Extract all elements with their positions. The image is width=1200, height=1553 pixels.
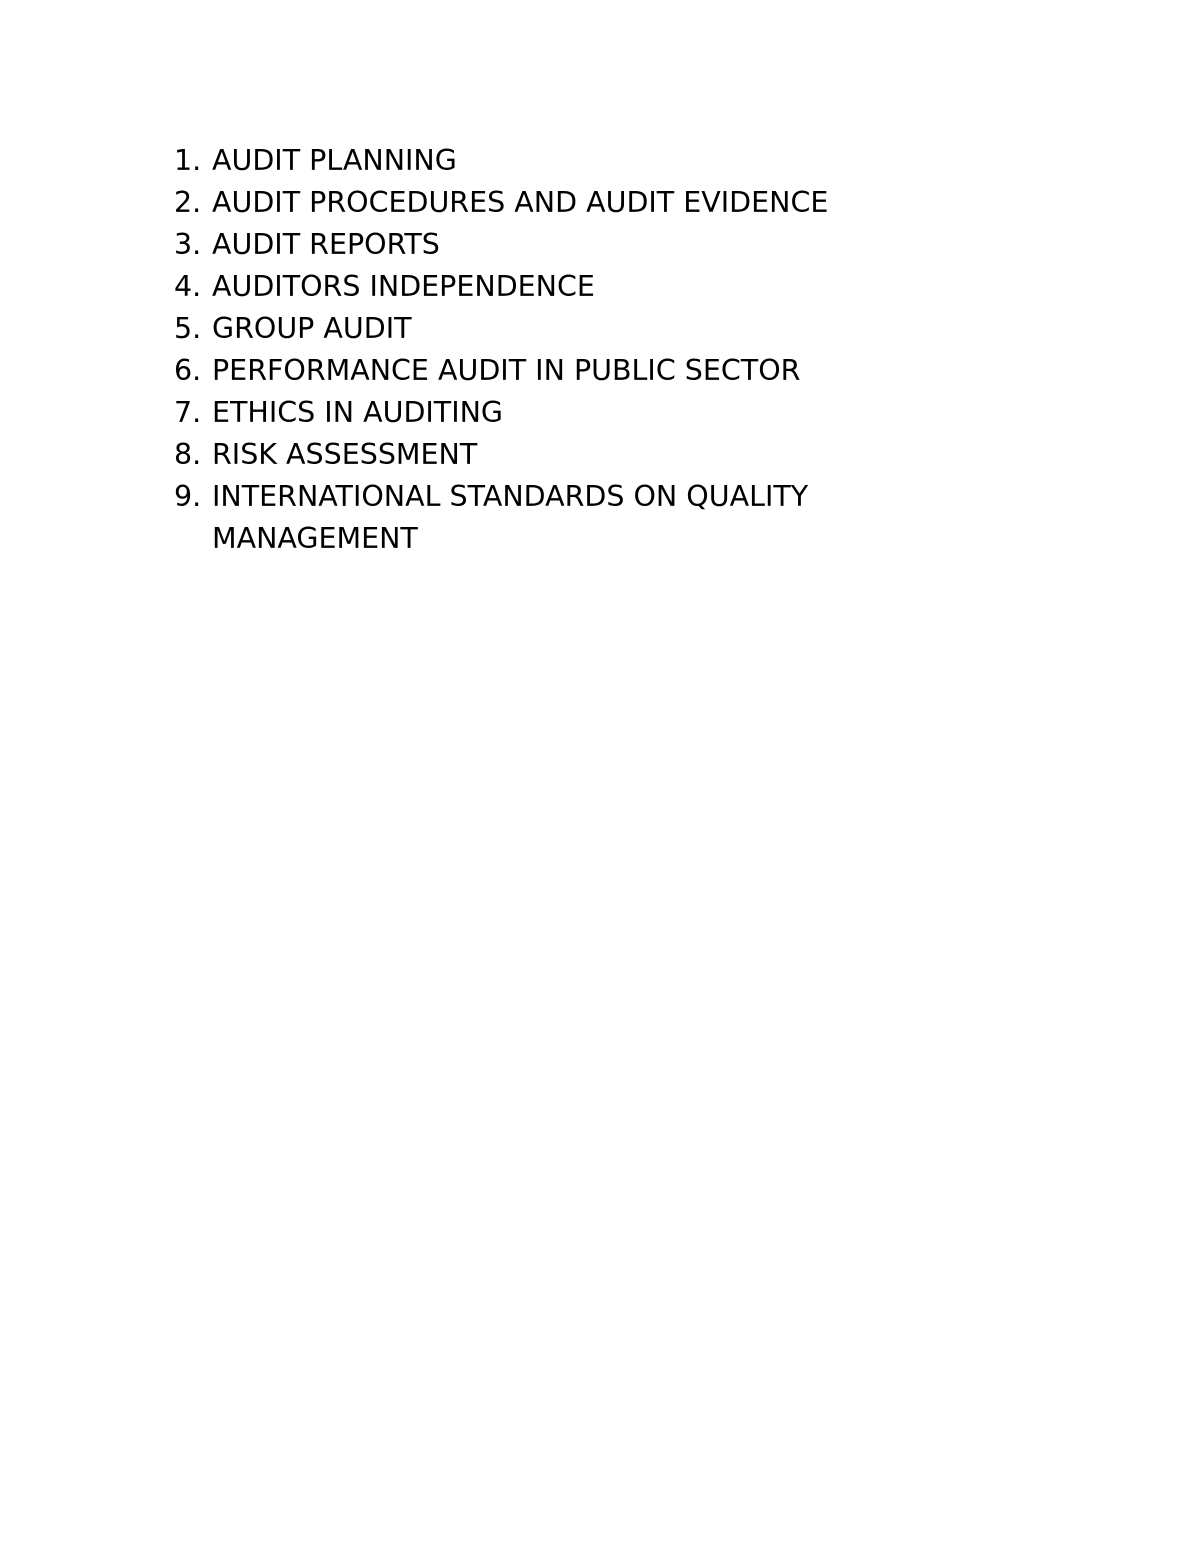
list-item-text: ETHICS IN AUDITING (212, 396, 504, 429)
list-item-text: AUDITORS INDEPENDENCE (212, 270, 595, 303)
list-item-number: 4. (174, 270, 202, 303)
list-item (174, 392, 914, 434)
list-item-text: AUDIT PLANNING (212, 144, 457, 177)
list-item-number: 5. (174, 312, 202, 345)
list-item (174, 224, 914, 266)
list-item-number: 9. (174, 480, 202, 513)
list-item (174, 140, 914, 182)
list-item-text: RISK ASSESSMENT (212, 438, 478, 471)
list-item-number: 7. (174, 396, 202, 429)
list-item (174, 476, 914, 560)
list-item (174, 350, 914, 392)
list-item (174, 182, 914, 224)
list-item-number: 8. (174, 438, 202, 471)
list-item-text: GROUP AUDIT (212, 312, 412, 345)
list-item-number: 2. (174, 186, 202, 219)
list-item-number: 3. (174, 228, 202, 261)
list-item-text: AUDIT REPORTS (212, 228, 440, 261)
list-item-number: 1. (174, 144, 202, 177)
list-item (174, 308, 914, 350)
list-item-text: PERFORMANCE AUDIT IN PUBLIC SECTOR (212, 354, 801, 387)
list-item-text: INTERNATIONAL STANDARDS ON QUALITY MANAGEMENT (212, 480, 809, 555)
topic-list (174, 140, 914, 560)
list-item-text: AUDIT PROCEDURES AND AUDIT EVIDENCE (212, 186, 829, 219)
list-item-number: 6. (174, 354, 202, 387)
list-item (174, 266, 914, 308)
list-item (174, 434, 914, 476)
